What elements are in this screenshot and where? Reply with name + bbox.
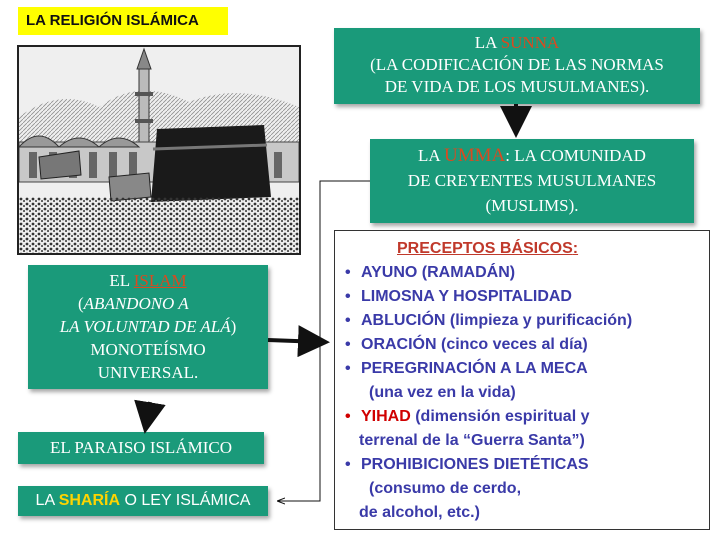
umma-keyword: UMMA: [444, 145, 506, 166]
precept-text: PROHIBICIONES DIETÉTICAS: [361, 456, 589, 473]
bullet-icon: •: [345, 288, 351, 305]
islam-close-paren: ): [230, 317, 237, 336]
islam-abandono: ABANDONO A: [83, 294, 189, 313]
bullet-icon: •: [345, 264, 351, 281]
islam-keyword: ISLAM: [133, 271, 187, 290]
precept-continuation: terrenal de la “Guerra Santa”): [359, 432, 585, 449]
paraiso-label: EL PARAISO ISLÁMICO: [50, 438, 232, 457]
sunna-prefix: LA: [474, 33, 501, 52]
yihad-keyword: YIHAD: [361, 408, 411, 425]
islam-voluntad: LA VOLUNTAD DE ALÁ: [59, 317, 231, 336]
umma-line3: (MUSLIMS).: [485, 196, 579, 215]
islam-open-paren: (: [78, 294, 84, 313]
precept-continuation: de alcohol, etc.): [359, 504, 480, 521]
sharia-prefix: LA: [35, 492, 59, 509]
arrow-islam-precepts: [268, 340, 322, 342]
precept-text: ABLUCIÓN (limpieza y purificación): [361, 312, 633, 329]
sunna-line3: DE VIDA DE LOS MUSULMANES).: [384, 77, 650, 96]
sunna-keyword: SUNNA: [500, 33, 560, 52]
bullet-icon: •: [345, 360, 351, 377]
precept-text: AYUNO (RAMADÁN): [361, 264, 516, 281]
islam-prefix: EL: [109, 271, 134, 290]
bullet-icon: •: [345, 408, 351, 425]
umma-suffix: : LA COMUNIDAD: [505, 146, 646, 165]
precept-continuation: (consumo de cerdo,: [369, 480, 522, 497]
sharia-keyword: SHARÍA: [58, 492, 121, 509]
umma-line2: DE CREYENTES MUSULMANES: [407, 171, 657, 190]
arrow-islam-paraiso: [146, 402, 150, 426]
sunna-line2: (LA CODIFICACIÓN DE LAS NORMAS: [370, 55, 664, 74]
precepts-heading-colon: :: [572, 240, 579, 257]
precept-text: ORACIÓN (cinco veces al día): [361, 336, 588, 353]
islam-line4: MONOTEÍSMO: [90, 340, 206, 359]
umma-prefix: LA: [418, 146, 444, 165]
sharia-suffix: O LEY ISLÁMICA: [120, 492, 251, 509]
islam-line5: UNIVERSAL.: [97, 363, 199, 382]
bullet-icon: •: [345, 336, 351, 353]
precepts-heading-text: PRECEPTOS BÁSICOS: [397, 240, 573, 257]
precept-text: PEREGRINACIÓN A LA MECA: [361, 360, 588, 377]
precept-text: LIMOSNA Y HOSPITALIDAD: [361, 288, 572, 305]
page-title-text: LA RELIGIÓN ISLÁMICA: [26, 12, 199, 29]
precept-text: (dimensión espiritual y: [410, 408, 590, 425]
precept-continuation: (una vez en la vida): [369, 384, 516, 401]
bullet-icon: •: [345, 456, 351, 473]
bullet-icon: •: [345, 312, 351, 329]
